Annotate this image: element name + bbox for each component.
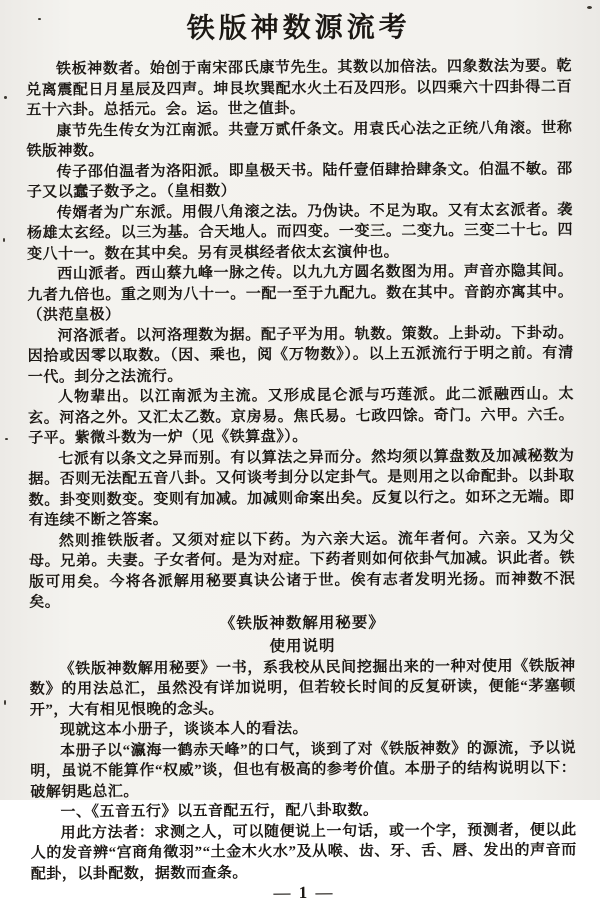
paragraph: 西山派者。西山蔡九峰一脉之传。以九九方圆名数图为用。声音亦隐其间。九者九倍也。重之则为八十一。一配一至于九配九。数在其中。音韵亦寓其中。（洪范皇极）: [27, 263, 574, 324]
paragraph: 人物辈出。以江南派为主流。又形成昆仑派与巧莲派。此二派融西山。太玄。河洛之外。又汇太乙数。京房易。焦氏易。七政四馀。奇门。六甲。六壬。子平。紫微斗数为一炉（见《铁算盘》）。: [28, 386, 575, 447]
page-number: — 1 —: [273, 882, 335, 903]
paragraph: 七派有以条文之异而别。有以算法之异而分。然均须以算盘数及加减秘数为据。否则无法配五音八卦。又何谈考刲分以定卦气。是则用之以命配卦。以卦取数。卦变则数变。变则有加减。加减则命案出矣。反复以行之。如环之无端。即有连续不断之答案。: [28, 447, 575, 529]
paragraph: 传子邵伯温者为洛阳派。即皇极天书。陆仟壹佰肆拾肆条文。伯温不敏。邵子又以蠢子数予之。（皇相数）: [26, 160, 573, 201]
paragraph: 铁板神数者。始创于南宋邵氏康节先生。其数以加倍法。四象数法为要。乾兑离震配日月星辰及四声。坤艮坎巽配水火土石及四形。以四乘六十四卦得二百五十六卦。总括元。会。运。世之值卦。: [26, 58, 573, 119]
paragraph: 用此方法者：求测之人，可以随便说上一句话，或一个字，预测者，便以此人的发音辨“宫商角徵羽”“土金木火水”及从喉、齿、牙、舌、唇、发出的声音而配卦，以卦配数，据数而查条。: [30, 821, 577, 883]
paragraph: 本册子以“瀛海一鹤赤天峰”的口气，谈到了对《铁版神数》的源流，予以说明，虽说不能算作“权威”谈，但也有极高的参考价值。本册子的结构说明以下：破解钥匙总汇。: [30, 739, 577, 801]
paragraph: 然则推铁版者。又须对症以下药。为六亲大运。流年者何。六亲。又为父母。兄弟。夫妻。子女者何。是为对症。下药者则如何依卦气加减。识此者。铁版可用矣。今将各派解用秘要真诀公诸于世。俟有志者发明光扬。而神数不泯矣。: [28, 529, 576, 611]
paragraph: 《铁版神数解用秘要》一书，系我校从民间挖掘出来的一种对使用《铁版神数》的用法总汇，虽然没有详加说明，但若较长时间的反复研读，便能“茅塞顿开”，大有相见恨晚的念头。: [29, 657, 576, 719]
paragraph: 传婿者为广东派。用假八角滚之法。乃伪诀。不足为取。又有太玄派者。袭杨雄太玄经。以三为基。合天地人。而四变。一变三。二变九。三变二十七。四变八十一。数在其中矣。另有灵棋经者依太玄演仲也。: [26, 201, 574, 263]
page-title: 铁版神数源流考: [186, 12, 411, 45]
section-subheading: 使用说明: [269, 637, 336, 655]
paragraph: 河洛派者。以河洛理数为据。配子平为用。轨数。策数。上卦动。下卦动。因拾或因零以取数。（因、乘也，阅《万物数》）。以上五派流行于明之前。有清一代。刲分之法流行。: [27, 324, 574, 386]
paragraph: 康节先生传女为江南派。共壹万贰仟条文。用袁氏心法之正统八角滚。世称铁版神数。: [26, 119, 573, 160]
paragraph: 一、《五音五行》以五音配五行，配八卦取数。: [60, 802, 379, 821]
paragraph: 现就这本小册子，谈谈本人的看法。: [59, 720, 309, 739]
section-heading: 《铁版神数解用秘要》: [219, 613, 385, 632]
